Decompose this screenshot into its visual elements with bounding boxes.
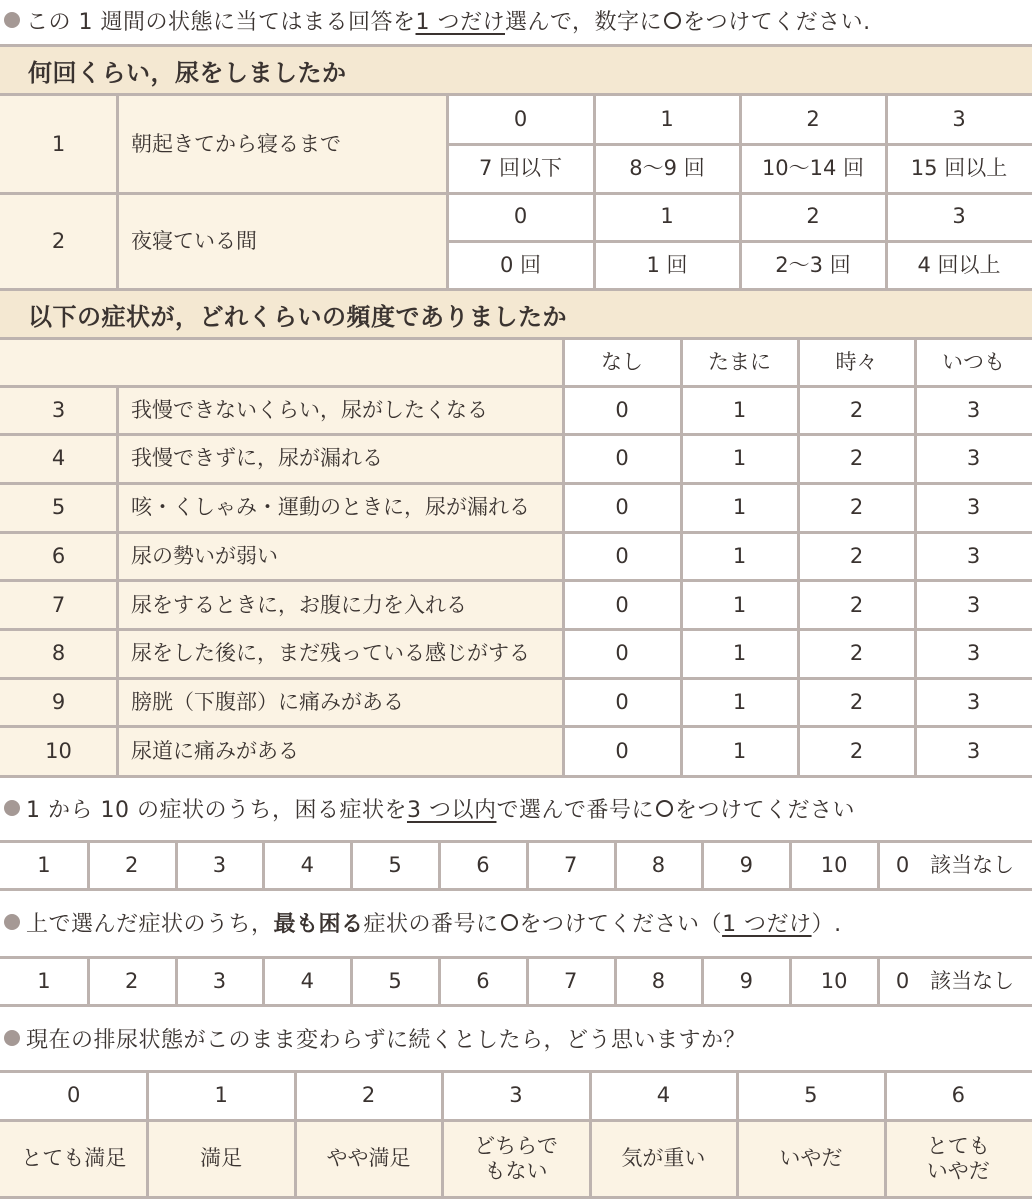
divider: [0, 385, 1032, 388]
instruction: この 1 週間の状態に当てはまる回答を 1 つだけ 選んで，数字に をつけてください.: [0, 0, 1032, 40]
question-troublesome: 1 から 10 の症状のうち，困る症状を 3 つ以内 で選んで番号に をつけてください: [0, 782, 1032, 834]
count-option[interactable]: 1 回: [594, 241, 740, 290]
count-option[interactable]: 4 回以上: [886, 241, 1032, 290]
score-option[interactable]: 0: [563, 678, 681, 727]
divider: [914, 340, 917, 776]
satisfaction-score[interactable]: 2: [295, 1072, 442, 1120]
divider: [789, 842, 792, 890]
score-option[interactable]: 1: [681, 727, 798, 776]
score-option[interactable]: 0: [563, 483, 681, 532]
option-number[interactable]: 3: [176, 958, 264, 1006]
row-label: 我慢できずに，尿が漏れる: [117, 435, 563, 484]
divider: [146, 1072, 149, 1198]
option-number[interactable]: 9: [702, 842, 790, 890]
score-option[interactable]: 3: [915, 630, 1032, 679]
divider: [0, 677, 1032, 680]
count-option[interactable]: 10～14 回: [740, 144, 886, 193]
circle-mark-icon: [656, 800, 673, 817]
frequency-header: なし: [563, 340, 681, 386]
divider: [526, 958, 529, 1006]
score-option[interactable]: 3: [915, 727, 1032, 776]
divider: [701, 842, 704, 890]
row-label: 夜寝ている間: [117, 193, 447, 290]
score-option[interactable]: 1: [681, 483, 798, 532]
divider: [350, 958, 353, 1006]
circle-mark-icon: [501, 914, 518, 931]
count-option[interactable]: 2～3 回: [740, 241, 886, 290]
divider: [350, 842, 353, 890]
count-option[interactable]: 0 回: [447, 241, 594, 290]
option-number[interactable]: 2: [88, 958, 176, 1006]
divider: [614, 958, 617, 1006]
option-number[interactable]: 5: [351, 958, 439, 1006]
divider: [116, 386, 119, 776]
score-option[interactable]: 2: [798, 386, 915, 435]
row-label: 尿の勢いが弱い: [117, 532, 563, 581]
question-satisfaction: 現在の排尿状態がこのまま変わらずに続くとしたら，どう思いますか？: [0, 1012, 1032, 1064]
score-option[interactable]: 0: [563, 581, 681, 630]
satisfaction-label[interactable]: いやだ: [737, 1120, 884, 1198]
satisfaction-label[interactable]: とても いやだ: [885, 1120, 1032, 1198]
row-number: 10: [0, 727, 117, 776]
satisfaction-score[interactable]: 3: [442, 1072, 589, 1120]
row-label: 尿をするときに，お腹に力を入れる: [117, 581, 563, 630]
satisfaction-label[interactable]: やや満足: [295, 1120, 442, 1198]
score-option[interactable]: 1: [594, 193, 740, 241]
divider: [0, 725, 1032, 728]
score-option[interactable]: 2: [740, 96, 886, 144]
row-number: 9: [0, 678, 117, 727]
row-number: 2: [0, 193, 117, 290]
satisfaction-label[interactable]: どちらで もない: [442, 1120, 589, 1198]
divider: [680, 340, 683, 776]
score-option[interactable]: 1: [681, 386, 798, 435]
row-label: 膀胱（下腹部）に痛みがある: [117, 678, 563, 727]
score-option[interactable]: 3: [915, 483, 1032, 532]
option-number[interactable]: 9: [702, 958, 790, 1006]
circle-mark-icon: [664, 12, 681, 29]
option-number[interactable]: 10: [790, 958, 878, 1006]
score-option[interactable]: 3: [915, 532, 1032, 581]
score-option[interactable]: 3: [915, 678, 1032, 727]
score-option[interactable]: 0: [447, 96, 594, 144]
score-option[interactable]: 2: [798, 532, 915, 581]
row-number: 6: [0, 532, 117, 581]
divider: [797, 340, 800, 776]
divider: [294, 1072, 297, 1198]
score-option[interactable]: 3: [886, 96, 1032, 144]
divider: [175, 842, 178, 890]
score-option[interactable]: 2: [798, 581, 915, 630]
option-number[interactable]: 6: [439, 842, 527, 890]
divider: [589, 1072, 592, 1198]
score-option[interactable]: 1: [594, 96, 740, 144]
option-number[interactable]: 7: [527, 842, 615, 890]
score-option[interactable]: 2: [740, 193, 886, 241]
option-number[interactable]: 1: [0, 842, 88, 890]
satisfaction-label[interactable]: 気が重い: [590, 1120, 737, 1198]
option-number[interactable]: 4: [263, 842, 351, 890]
divider: [87, 958, 90, 1006]
divider: [0, 531, 1032, 534]
count-option[interactable]: 8～9 回: [594, 144, 740, 193]
option-number[interactable]: 8: [615, 958, 703, 1006]
divider: [789, 958, 792, 1006]
score-option[interactable]: 0: [563, 386, 681, 435]
divider: [0, 1119, 1032, 1122]
option-number[interactable]: 8: [615, 842, 703, 890]
divider: [0, 192, 1032, 195]
score-option[interactable]: 2: [798, 678, 915, 727]
row-number: 8: [0, 630, 117, 679]
question-most: 上で選んだ症状のうち， 最も困る 症状の番号に をつけてください（ 1 つだけ ）.: [0, 896, 1032, 948]
row-label: 尿をした後に，まだ残っている感じがする: [117, 630, 563, 679]
row-number: 4: [0, 435, 117, 484]
divider: [877, 842, 880, 890]
satisfaction-score[interactable]: 4: [590, 1072, 737, 1120]
count-option[interactable]: 15 回以上: [886, 144, 1032, 193]
section-frequency-title: 何回くらい，尿をしましたか: [0, 44, 1032, 96]
divider: [0, 579, 1032, 582]
divider: [438, 958, 441, 1006]
divider: [614, 842, 617, 890]
row-number: 1: [0, 96, 117, 193]
header-spacer: [0, 340, 563, 386]
score-option[interactable]: 2: [798, 435, 915, 484]
option-number[interactable]: 2: [88, 842, 176, 890]
row-label: 咳・くしゃみ・運動のときに，尿が漏れる: [117, 483, 563, 532]
option-number[interactable]: 3: [176, 842, 264, 890]
divider: [885, 96, 888, 290]
score-option[interactable]: 1: [681, 532, 798, 581]
satisfaction-score[interactable]: 6: [885, 1072, 1032, 1120]
satisfaction-label[interactable]: 満足: [147, 1120, 294, 1198]
option-number[interactable]: 1: [0, 958, 88, 1006]
divider: [116, 96, 119, 290]
divider: [0, 628, 1032, 631]
divider: [262, 842, 265, 890]
divider: [877, 958, 880, 1006]
score-option[interactable]: 1: [681, 435, 798, 484]
divider: [175, 958, 178, 1006]
bullet-icon: [4, 1030, 20, 1046]
option-number[interactable]: 7: [527, 958, 615, 1006]
section-symptoms-title: 以下の症状が，どれくらいの頻度でありましたか: [0, 288, 1032, 340]
score-option[interactable]: 1: [681, 630, 798, 679]
divider: [438, 842, 441, 890]
option-number[interactable]: 5: [351, 842, 439, 890]
divider: [446, 96, 449, 290]
option-number[interactable]: 10: [790, 842, 878, 890]
row-label: 尿道に痛みがある: [117, 727, 563, 776]
score-option[interactable]: 0: [563, 435, 681, 484]
score-option[interactable]: 2: [798, 727, 915, 776]
score-option[interactable]: 0: [563, 630, 681, 679]
score-option[interactable]: 3: [915, 386, 1032, 435]
score-option[interactable]: 1: [681, 581, 798, 630]
score-option[interactable]: 1: [681, 678, 798, 727]
count-option[interactable]: 7 回以下: [447, 144, 594, 193]
score-option[interactable]: 0: [447, 193, 594, 241]
row-label: 我慢できないくらい，尿がしたくなる: [117, 386, 563, 435]
score-option[interactable]: 3: [886, 193, 1032, 241]
divider: [0, 1070, 1032, 1073]
divider: [0, 482, 1032, 485]
divider: [884, 1072, 887, 1198]
divider: [441, 1072, 444, 1198]
frequency-header: いつも: [915, 340, 1032, 386]
satisfaction-score[interactable]: 0: [0, 1072, 147, 1120]
bullet-icon: [4, 12, 20, 28]
divider: [0, 775, 1032, 778]
divider: [739, 96, 742, 290]
divider: [593, 96, 596, 290]
frequency-header: 時々: [798, 340, 915, 386]
score-option[interactable]: 0: [563, 532, 681, 581]
bullet-icon: [4, 800, 20, 816]
satisfaction-score[interactable]: 1: [147, 1072, 294, 1120]
divider: [0, 1196, 1032, 1199]
divider: [736, 1072, 739, 1198]
option-none[interactable]: 0 該当なし: [878, 842, 1032, 890]
score-option[interactable]: 3: [915, 435, 1032, 484]
score-option[interactable]: 2: [798, 483, 915, 532]
satisfaction-score[interactable]: 5: [737, 1072, 884, 1120]
row-number: 5: [0, 483, 117, 532]
row-number: 3: [0, 386, 117, 435]
bullet-icon: [4, 914, 20, 930]
option-number[interactable]: 6: [439, 958, 527, 1006]
score-option[interactable]: 0: [563, 727, 681, 776]
row-number: 7: [0, 581, 117, 630]
divider: [262, 958, 265, 1006]
divider: [701, 958, 704, 1006]
score-option[interactable]: 3: [915, 581, 1032, 630]
satisfaction-label[interactable]: とても満足: [0, 1120, 147, 1198]
score-option[interactable]: 2: [798, 630, 915, 679]
divider: [562, 340, 565, 776]
row-label: 朝起きてから寝るまで: [117, 96, 447, 193]
option-number[interactable]: 4: [263, 958, 351, 1006]
divider: [526, 842, 529, 890]
divider: [87, 842, 90, 890]
option-none[interactable]: 0 該当なし: [878, 958, 1032, 1006]
frequency-header: たまに: [681, 340, 798, 386]
divider: [0, 433, 1032, 436]
